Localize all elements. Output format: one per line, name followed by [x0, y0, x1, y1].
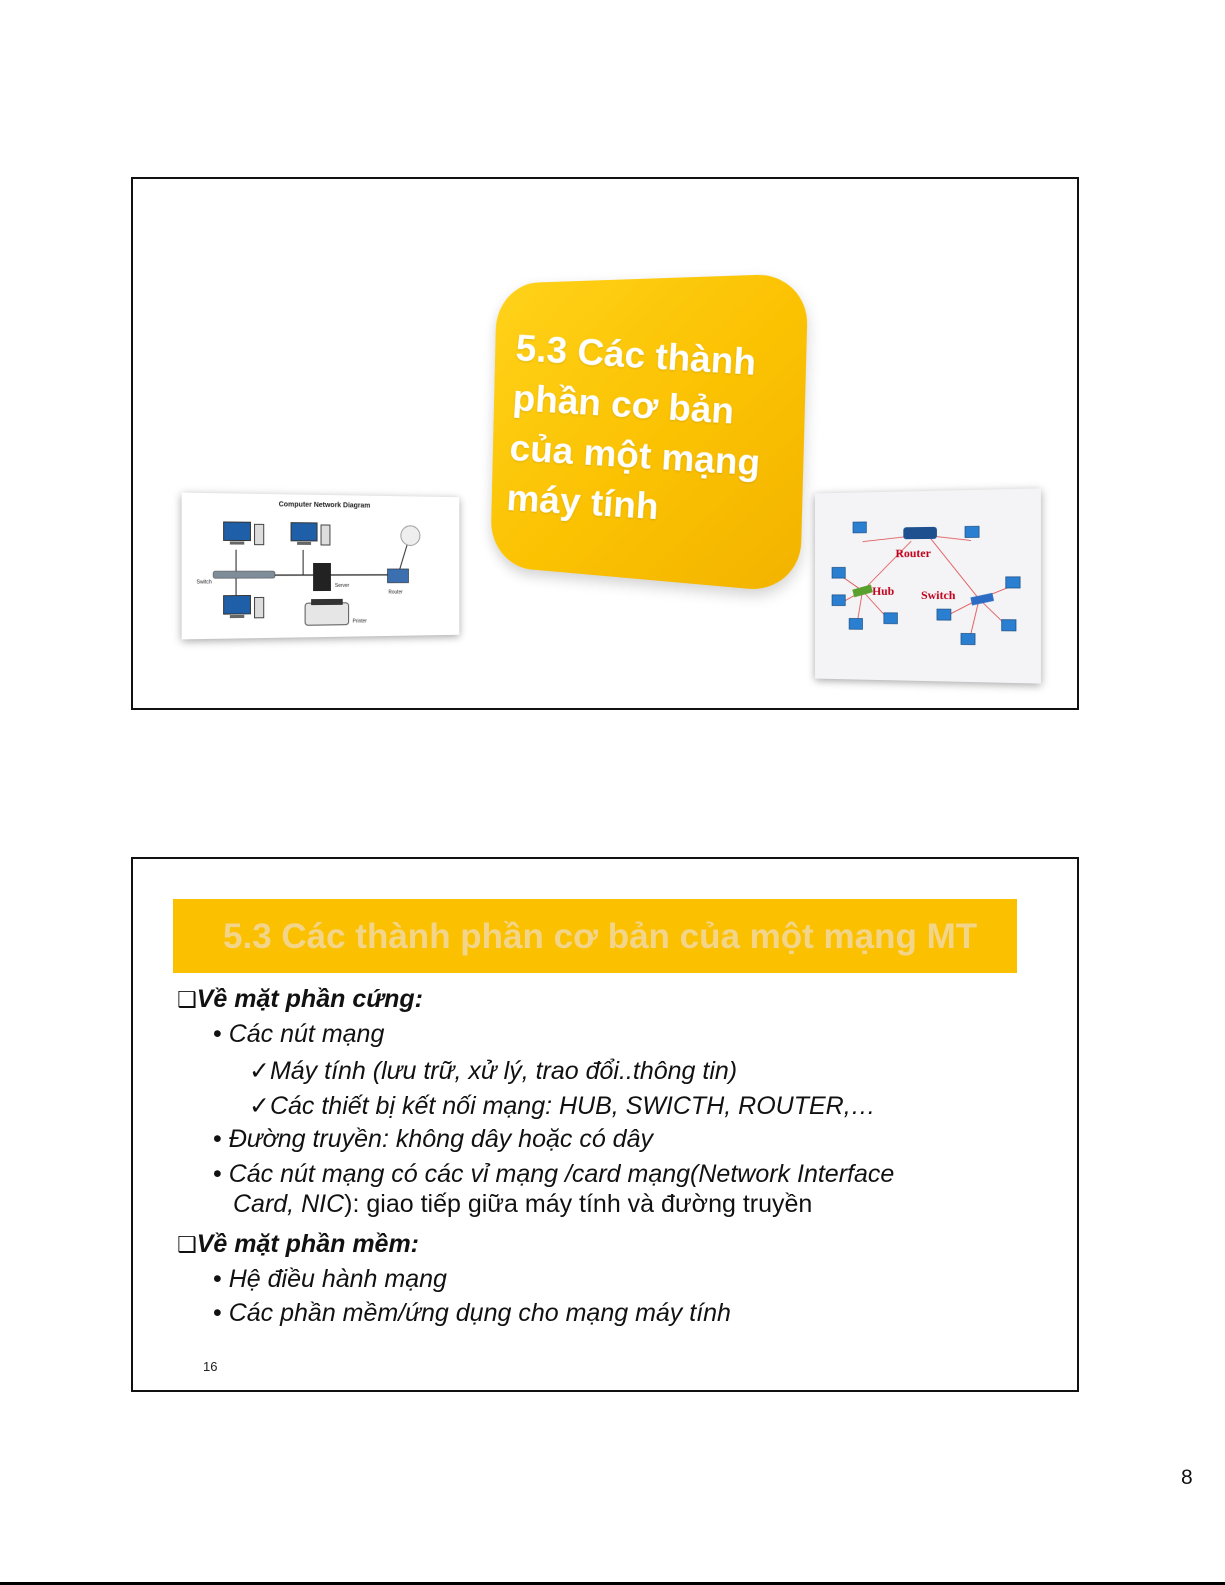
computer-icon	[1002, 620, 1016, 631]
computer-icon	[961, 633, 975, 644]
switch-label: Switch	[196, 579, 212, 586]
computer-icon	[937, 609, 951, 620]
continuation-text: ): giao tiếp giữa máy tính và đường truyền	[344, 1190, 813, 1218]
network-diagram-image-right	[815, 488, 1041, 683]
list-item	[213, 1125, 653, 1154]
sub-list-item	[249, 1056, 737, 1086]
nic-abbrev-text: Card, NIC	[233, 1190, 345, 1218]
hub-icon	[852, 585, 873, 598]
bullet-dot: •	[213, 1125, 222, 1153]
list-item	[213, 1160, 894, 1189]
server-icon	[313, 563, 331, 591]
computer-icon	[291, 523, 330, 545]
switch-icon	[970, 593, 994, 606]
router-label: Router	[895, 546, 931, 561]
computer-icon	[965, 526, 979, 537]
printer-label: Printer	[352, 618, 367, 625]
list-item	[213, 1020, 384, 1049]
sub-list-item	[249, 1091, 876, 1121]
checkmark-icon: ✓	[249, 1092, 270, 1120]
computer-icon	[224, 522, 264, 545]
sub-list-item-text: Máy tính (lưu trữ, xử lý, trao đổi..thông tin)	[269, 1057, 738, 1085]
hardware-title-text: Về mặt phần cứng:	[196, 985, 423, 1013]
server-label: Server	[334, 582, 350, 589]
printer-icon	[305, 603, 349, 625]
computer-icon	[884, 613, 898, 624]
slide-content	[131, 857, 1079, 1392]
software-section-title	[177, 1230, 419, 1259]
slide-heading-banner	[173, 899, 1017, 973]
square-bullet-icon: ❑	[177, 988, 197, 1013]
bullet-dot: •	[213, 1160, 222, 1188]
hub-label: Hub	[872, 584, 895, 598]
sub-list-item-text: Các thiết bị kết nối mạng: HUB, SWICTH, ROUTER,…	[269, 1092, 876, 1120]
list-item-text: Các nút mạng	[228, 1020, 385, 1048]
computer-icon	[832, 595, 845, 606]
slide-title	[131, 177, 1079, 710]
network-diagram-image-left	[182, 493, 460, 640]
sheet-page-number: 8	[1181, 1466, 1193, 1489]
switch-icon	[213, 571, 275, 578]
bullet-dot: •	[213, 1020, 222, 1048]
list-item-text: Các phần mềm/ứng dụng cho mạng máy tính	[228, 1299, 731, 1327]
slide-heading: 5.3 Các thành phần cơ bản của một mạng MT	[223, 917, 978, 956]
list-item-text: Hệ điều hành mạng	[228, 1265, 447, 1293]
internet-cloud-icon	[401, 526, 420, 546]
bullet-dot: •	[213, 1265, 222, 1293]
list-item-continuation	[233, 1190, 812, 1219]
diagram-title: Computer Network Diagram	[278, 500, 371, 510]
list-item-text: Các nút mạng có các vỉ mạng /card mạng(Network Interface	[228, 1160, 895, 1188]
software-title-text: Về mặt phần mềm:	[196, 1230, 420, 1258]
hardware-section-title	[177, 985, 423, 1014]
bullet-dot: •	[213, 1299, 222, 1327]
switch-label: Switch	[921, 588, 956, 603]
computer-icon	[832, 567, 845, 578]
router-icon	[387, 569, 408, 583]
computer-icon	[849, 618, 862, 629]
router-icon	[903, 527, 937, 539]
checkmark-icon: ✓	[249, 1057, 270, 1085]
slide-title-text: 5.3 Các thành phần cơ bản của một mạng máy tính	[505, 327, 762, 528]
computer-icon	[224, 595, 264, 618]
square-bullet-icon: ❑	[177, 1233, 197, 1258]
computer-icon	[853, 522, 866, 533]
computer-icon	[1006, 577, 1020, 588]
list-item	[213, 1299, 731, 1328]
slide-page-number: 16	[203, 1359, 218, 1374]
list-item-text: Đường truyền: không dây hoặc có dây	[228, 1125, 653, 1153]
router-label: Router	[388, 589, 403, 596]
list-item	[213, 1265, 447, 1294]
